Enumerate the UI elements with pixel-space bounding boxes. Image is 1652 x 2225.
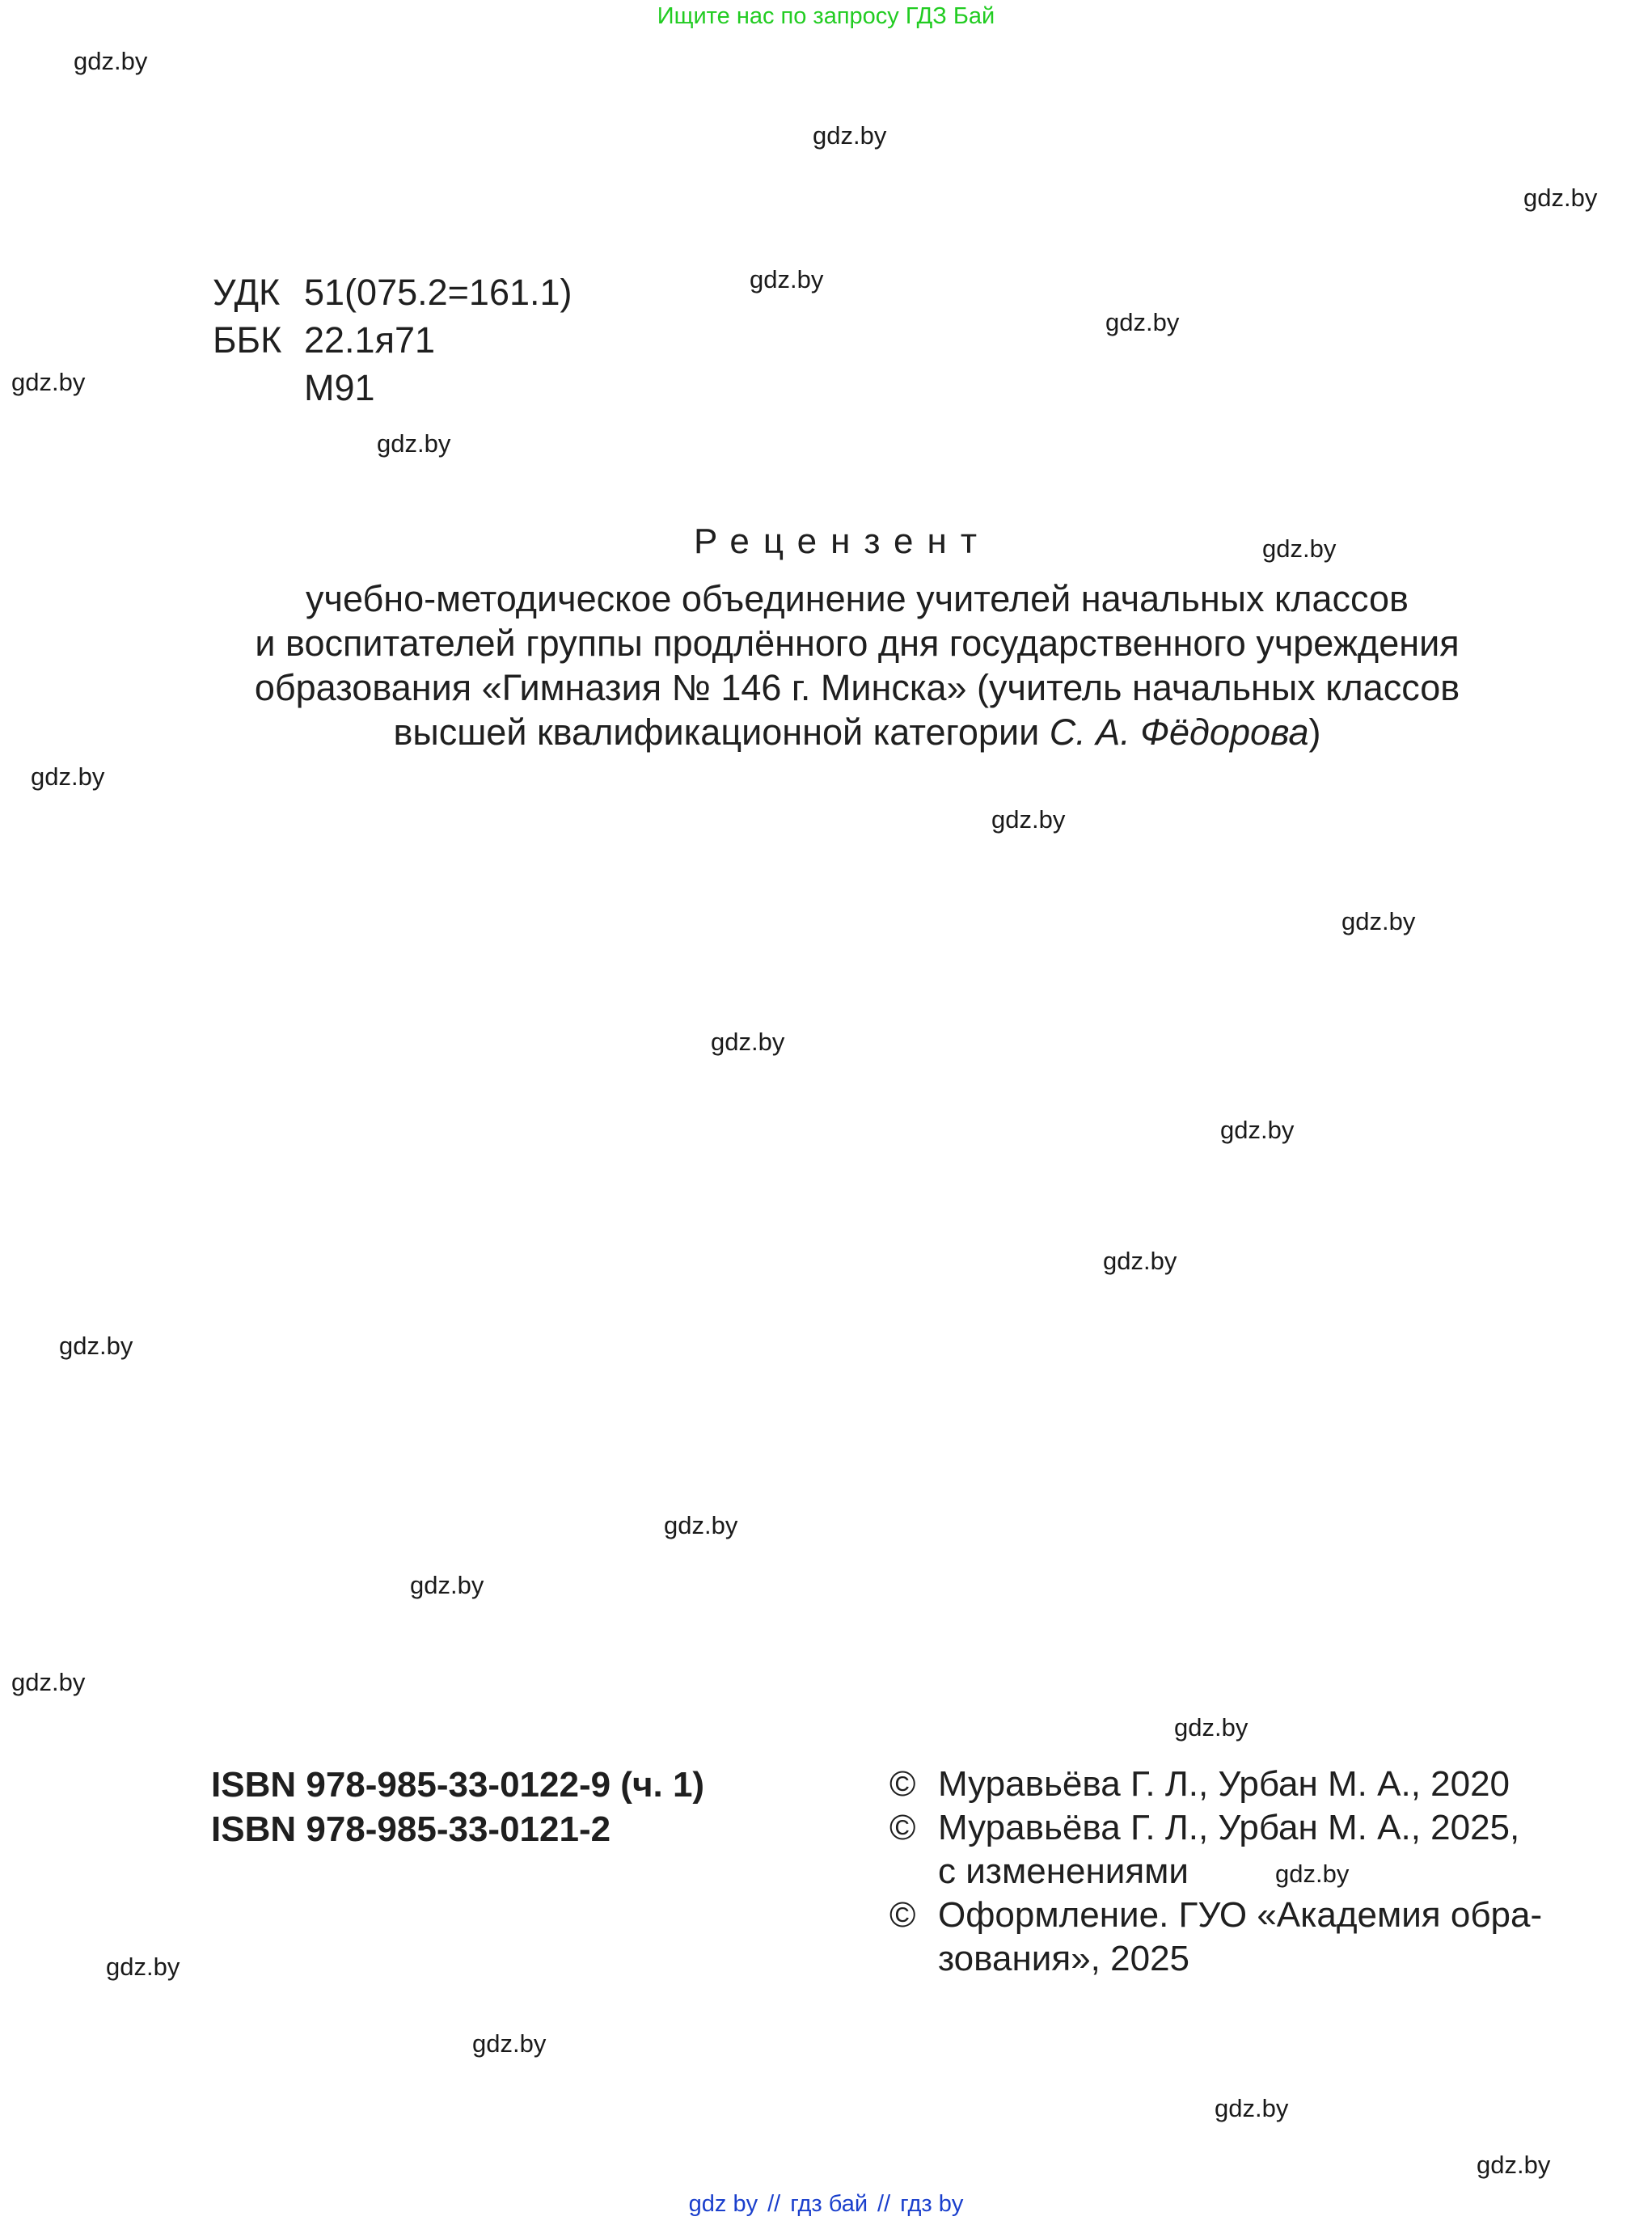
udk-label: УДК [213, 272, 281, 313]
isbn-set: ISBN 978-985-33-0121-2 [211, 1809, 611, 1849]
watermark: gdz.by [11, 1668, 86, 1696]
copyright-text: зования», 2025 [938, 1939, 1190, 1978]
copyright-entry [889, 1894, 1553, 1981]
copyright-sign: © [889, 1808, 916, 1847]
watermark: gdz.by [664, 1511, 738, 1539]
footer-separator: // [877, 2191, 891, 2217]
watermark: gdz.by [1477, 2151, 1551, 2179]
top-banner: Ищите нас по запросу ГДЗ Бай [657, 3, 995, 29]
reviewer-heading: Рецензент [694, 521, 991, 561]
copyright-text: с изменениями [938, 1851, 1189, 1891]
watermark: gdz.by [1341, 907, 1416, 935]
reviewer-line: учебно-методическое объединение учителей начальных классов [306, 578, 1409, 619]
copyright-sign: © [889, 1764, 916, 1804]
reviewer-description [194, 576, 1520, 754]
copyright-text: Оформление. ГУО «Академия обра- [938, 1895, 1543, 1935]
watermark: gdz.by [813, 121, 887, 150]
author-mark: М91 [304, 367, 375, 408]
watermark: gdz.by [1220, 1116, 1295, 1144]
copyright-text: Муравьёва Г. Л., Урбан М. А., 2020 [938, 1764, 1510, 1804]
footer-separator: // [767, 2191, 781, 2217]
watermark: gdz.by [377, 429, 451, 458]
watermark: gdz.by [711, 1028, 785, 1056]
reviewer-name: С. А. Фёдорова [1049, 711, 1309, 753]
copyright-sign: © [889, 1895, 916, 1935]
watermark: gdz.by [991, 805, 1066, 834]
watermark: gdz.by [1215, 2094, 1289, 2122]
bbk-label: ББК [213, 319, 282, 361]
watermark: gdz.by [472, 2029, 547, 2058]
watermark: gdz.by [1275, 1860, 1350, 1888]
watermark: gdz.by [1105, 308, 1180, 336]
footer-link-gdz-by[interactable]: gdz by [688, 2191, 758, 2217]
watermark: gdz.by [410, 1571, 484, 1599]
watermark: gdz.by [1523, 184, 1598, 212]
watermark: gdz.by [1174, 1713, 1249, 1742]
copyright-entry [889, 1763, 1553, 1806]
copyright-entry [889, 1806, 1553, 1894]
reviewer-line: образования «Гимназия № 146 г. Минска» (учитель начальных классов [254, 667, 1460, 708]
reviewer-line: и воспитателей группы продлённого дня государственного учреждения [255, 623, 1460, 664]
watermark: gdz.by [74, 47, 148, 75]
reviewer-line: высшей квалификационной категории [393, 711, 1050, 753]
footer-links [0, 2191, 1652, 2218]
watermark: gdz.by [1262, 534, 1337, 563]
watermark: gdz.by [31, 762, 105, 791]
watermark: gdz.by [59, 1332, 133, 1360]
bbk-value: 22.1я71 [304, 319, 436, 361]
reviewer-closing: ) [1308, 711, 1321, 753]
footer-link-gdz-bai[interactable]: гдз бай [790, 2191, 868, 2217]
reviewer-line-last [194, 710, 1520, 754]
watermark: gdz.by [1103, 1247, 1177, 1275]
isbn-part: ISBN 978-985-33-0122-9 (ч. 1) [211, 1765, 705, 1805]
watermark: gdz.by [750, 265, 824, 293]
watermark: gdz.by [11, 368, 86, 396]
copyright-block [889, 1763, 1553, 1981]
watermark: gdz.by [106, 1953, 180, 1981]
footer-link-gdz-by-ru[interactable]: гдз by [900, 2191, 964, 2217]
copyright-text: Муравьёва Г. Л., Урбан М. А., 2025, [938, 1808, 1520, 1847]
udk-value: 51(075.2=161.1) [304, 272, 572, 313]
